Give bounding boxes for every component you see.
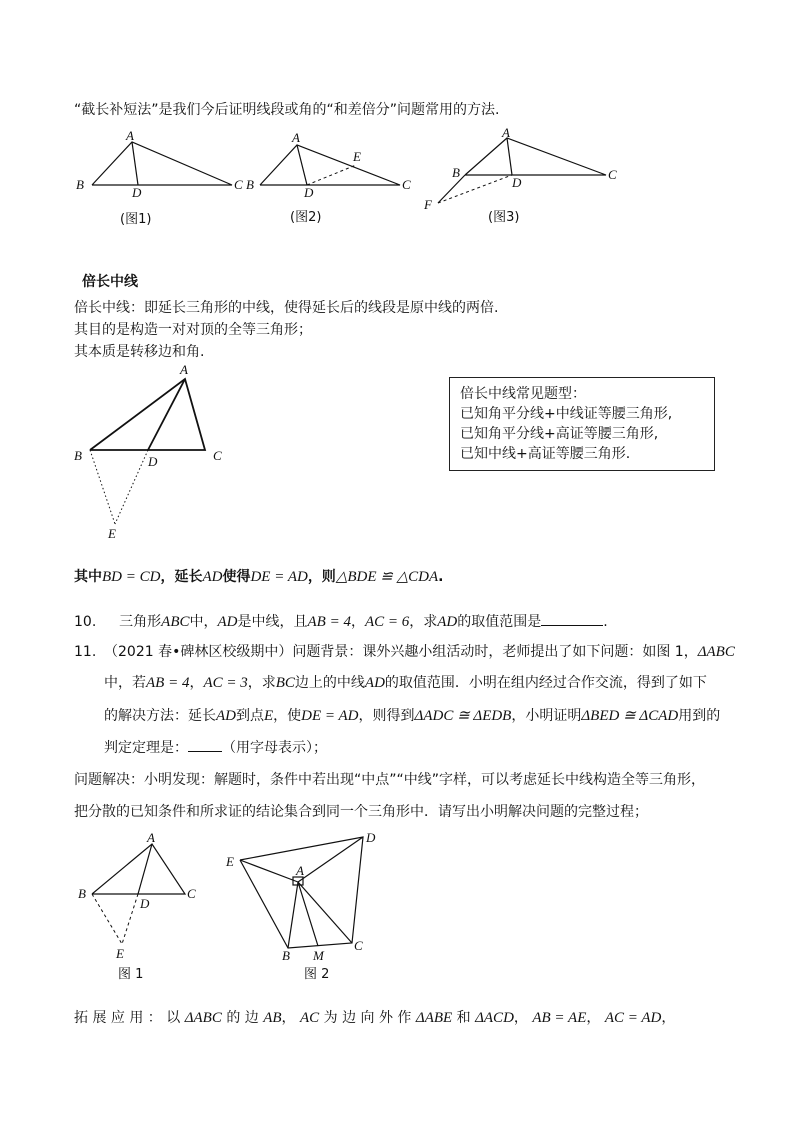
info-box	[449, 377, 715, 471]
q10-math: ABC	[161, 614, 190, 630]
label-A: A	[292, 130, 300, 145]
label-D: D	[512, 175, 522, 190]
q11-math: ΔBED ≅ ΔCAD	[581, 708, 679, 724]
q10-math: AB = 4	[307, 614, 351, 630]
label-C: C	[213, 448, 222, 463]
q11-line-2	[104, 673, 707, 693]
question-10	[74, 612, 608, 632]
section-line-1: 倍长中线：即延长三角形的中线，使得延长后的线段是原中线的两倍.	[74, 300, 499, 316]
q10-math: AD	[437, 614, 458, 630]
ext-text: ，	[661, 1010, 676, 1026]
caption-fig2: (图2)	[290, 210, 322, 225]
q10-math: AC = 6	[364, 614, 410, 630]
q11-text: ，则得到	[358, 708, 415, 724]
ext-text: ，	[281, 1010, 296, 1026]
question-number: 10.	[74, 614, 97, 630]
note-math: BD = CD	[102, 569, 161, 585]
label-B: B	[76, 177, 84, 192]
q11-line-3	[104, 706, 720, 726]
q11-math: BC	[275, 675, 295, 691]
section-title: 倍长中线	[82, 274, 138, 290]
q11-text: （2021 春•碑林区校级期中）问题背景：课外兴趣小组活动时，老师提出了如下问题：如图 1，	[104, 644, 698, 660]
label-C: C	[402, 177, 411, 192]
ext-math: AB = AE	[532, 1010, 587, 1026]
label-A: A	[126, 128, 134, 143]
box-item-2: 已知角平分线+高证等腰三角形,	[460, 426, 659, 442]
q11-math: AB = 4	[146, 675, 190, 691]
q11-text: ，使	[273, 708, 302, 724]
answer-blank[interactable]	[188, 751, 222, 752]
note-math: AD	[202, 569, 223, 585]
note-text: ，则	[307, 569, 336, 585]
q11-math: AD	[216, 708, 236, 724]
q11-math: ΔADC ≅ ΔEDB	[414, 708, 512, 724]
note-text: 使得	[222, 569, 251, 585]
q10-text: 三角形	[119, 614, 162, 630]
label-E: E	[353, 149, 361, 164]
label-A: A	[502, 125, 510, 140]
q11-text: 边上的中线	[294, 675, 365, 691]
q11-math: AC = 3	[203, 675, 248, 691]
extension-line	[74, 1008, 675, 1028]
q10-text: 是中线，且	[237, 614, 308, 630]
figure-1	[76, 128, 243, 227]
label-A: A	[296, 863, 304, 878]
figure-q11-1	[78, 830, 196, 982]
label-A: A	[180, 362, 188, 377]
ext-math: ΔACD	[475, 1010, 514, 1026]
section-line-2: 其目的是构造一对对顶的全等三角形；	[74, 322, 312, 338]
q10-text: 的取值范围是	[457, 614, 542, 630]
ext-math: AC	[300, 1010, 320, 1026]
q11-text: ，求	[247, 675, 276, 691]
note-math: DE = AD	[250, 569, 308, 585]
q11-problem-1: 问题解决：小明发现：解题时，条件中若出现“中点”“中线”字样，可以考虑延长中线构造全等三角形，	[74, 772, 706, 788]
q10-text: ，	[350, 614, 365, 630]
label-M: M	[313, 948, 324, 963]
ext-math: AB	[263, 1010, 282, 1026]
box-title: 倍长中线常见题型：	[460, 386, 586, 402]
label-B: B	[452, 165, 460, 180]
label-F: F	[424, 197, 432, 212]
caption-figB: 图 2	[304, 967, 330, 982]
answer-blank[interactable]	[541, 625, 603, 626]
note-line	[74, 567, 443, 587]
note-math: △BDE ≌ △CDA	[335, 569, 439, 585]
ext-math: ΔABC	[184, 1010, 222, 1026]
ext-math: ΔABE	[415, 1010, 453, 1026]
label-B: B	[282, 948, 290, 963]
label-B: B	[74, 448, 82, 463]
ext-text: 和	[456, 1010, 471, 1026]
figure-row-bottom	[70, 830, 390, 990]
q11-text: 中，若	[104, 675, 146, 691]
ext-text: ，	[513, 1010, 528, 1026]
q11-math: DE = AD	[301, 708, 359, 724]
label-C: C	[608, 167, 617, 182]
q11-text: （用字母表示）；	[222, 740, 327, 756]
ext-text: 拓 展 应 用 ： 以	[74, 1010, 181, 1026]
figure-q11-2	[225, 830, 376, 982]
q11-text: 到点	[236, 708, 264, 724]
q11-text: ，	[189, 675, 204, 691]
label-D: D	[366, 830, 376, 845]
note-text: 其中	[74, 569, 102, 585]
section-line-3: 其本质是转移边和角.	[74, 344, 205, 360]
q10-math: AD	[217, 614, 238, 630]
label-C: C	[354, 938, 363, 953]
ext-text: 为 边 向 外 作	[323, 1010, 412, 1026]
note-text: ，延长	[160, 569, 203, 585]
label-D: D	[148, 454, 158, 469]
q11-problem-2: 把分散的已知条件和所求证的结论集合到同一个三角形中．请写出小明解决问题的完整过程；	[74, 804, 648, 820]
q11-text: 用到的	[678, 708, 721, 724]
label-C: C	[187, 886, 196, 901]
q11-line-1	[104, 642, 735, 662]
q11-text: 的取值范围．小明在组内经过合作交流，得到了如下	[384, 675, 707, 691]
intro-text: “截长补短法”是我们今后证明线段或角的“和差倍分”问题常用的方法.	[74, 102, 500, 118]
q11-text: 判定定理是：	[104, 740, 188, 756]
q11-math: AD	[364, 675, 385, 691]
q10-text: 中，	[189, 614, 218, 630]
ext-math: AC = AD	[604, 1010, 662, 1026]
q11-math: E	[264, 708, 274, 724]
label-B: B	[246, 177, 254, 192]
figure-median	[70, 362, 250, 542]
note-text: .	[438, 569, 444, 585]
ext-text: 的 边	[226, 1010, 259, 1026]
label-C: C	[234, 177, 243, 192]
q11-line-4	[104, 738, 327, 758]
caption-figA: 图 1	[118, 967, 144, 982]
caption-fig3: (图3)	[488, 210, 520, 225]
q10-text: ，求	[409, 614, 438, 630]
figure-3	[423, 125, 617, 225]
caption-fig1: (图1)	[120, 212, 152, 227]
label-A: A	[147, 830, 155, 845]
label-D: D	[132, 185, 142, 200]
figure-2	[246, 130, 411, 225]
q11-text: ，小明证明	[511, 708, 582, 724]
figure-row-top	[60, 125, 640, 235]
q11-math: ΔABC	[697, 644, 735, 660]
label-E: E	[226, 854, 234, 869]
label-D: D	[304, 185, 314, 200]
label-B: B	[78, 886, 86, 901]
q11-text: 的解决方法：延长	[104, 708, 216, 724]
label-D: D	[140, 896, 150, 911]
label-E: E	[116, 946, 124, 961]
q10-text: .	[603, 614, 608, 630]
label-E: E	[108, 526, 116, 541]
q11-number: 11.	[74, 644, 97, 660]
ext-text: ，	[586, 1010, 601, 1026]
box-item-3: 已知中线+高证等腰三角形.	[460, 446, 631, 462]
box-item-1: 已知角平分线+中线证等腰三角形,	[460, 406, 673, 422]
